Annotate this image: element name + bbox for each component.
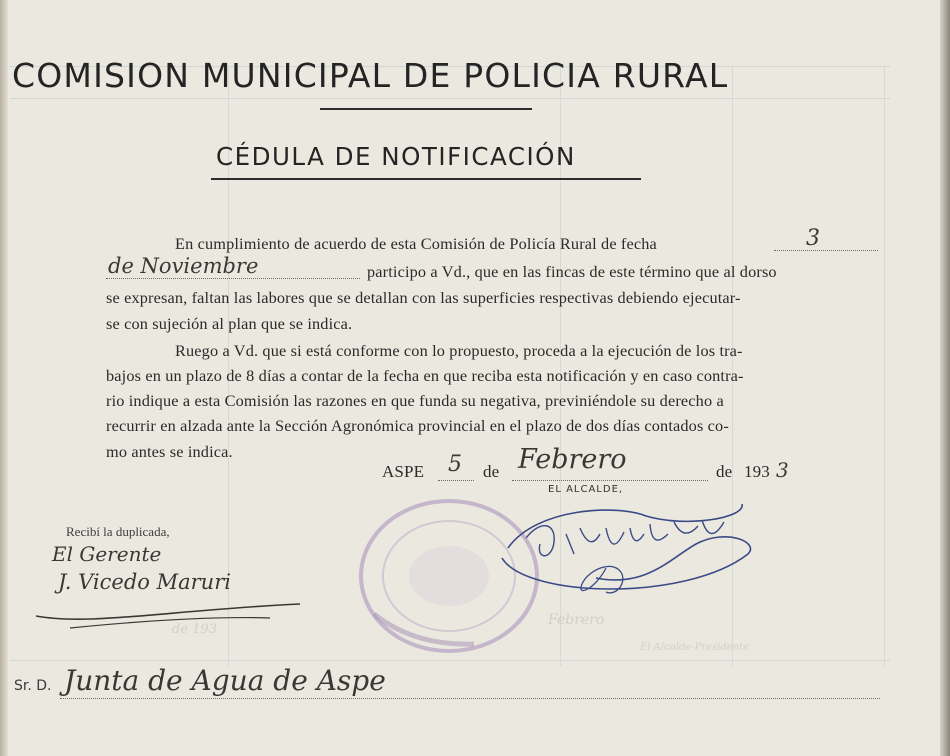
bleed-rule xyxy=(10,98,890,99)
handwritten-receipt-signature: J. Vicedo Maruri xyxy=(58,570,231,594)
receipt-signature-flourish xyxy=(30,596,310,636)
recipient-fill-line xyxy=(60,698,880,699)
body-line: rio indique a esta Comisión las razones en que funda su negativa, previniéndole su derecho a xyxy=(106,391,724,410)
date-word: de xyxy=(716,462,733,481)
form-subtitle: CÉDULA DE NOTIFICACIÓN xyxy=(216,142,576,171)
body-line: En cumplimiento de acuerdo de esta Comisión de Policía Rural de fecha xyxy=(175,234,657,253)
mayor-label: EL ALCALDE, xyxy=(548,484,624,495)
page-binding xyxy=(0,0,8,756)
body-line: mo antes se indica. xyxy=(106,442,233,461)
month-fill-line xyxy=(512,480,708,481)
handwritten-recipient-name: Junta de Agua de Aspe xyxy=(64,664,386,697)
body-line: recurrir en alzada ante la Sección Agronómica provincial en el plazo de dos días contados co- xyxy=(106,416,729,435)
handwritten-receipt-role: El Gerente xyxy=(52,542,162,566)
handwritten-day: 5 xyxy=(448,452,462,477)
date-fill-line xyxy=(774,250,878,251)
handwritten-month: Febrero xyxy=(518,444,627,475)
body-line: participo a Vd., que en las fincas de este término que al dorso xyxy=(367,262,777,281)
place-name: ASPE xyxy=(382,462,425,481)
receipt-label: Recibí la duplicada, xyxy=(66,524,170,539)
mayor-signature xyxy=(496,498,766,602)
form-title: COMISION MUNICIPAL DE POLICIA RURAL xyxy=(12,56,729,95)
day-fill-line xyxy=(438,480,474,481)
body-line: bajos en un plazo de 8 días a contar de la fecha en que reciba esta notificación y en caso contra- xyxy=(106,366,744,385)
handwritten-year-digit: 3 xyxy=(776,458,789,482)
body-line: se expresan, faltan las labores que se detallan con las superficies respectivas debiendo ejecutar- xyxy=(106,288,741,307)
date-word: de xyxy=(483,462,500,481)
body-line: Ruego a Vd. que si está conforme con lo propuesto, proceda a la ejecución de los tra- xyxy=(175,341,743,360)
body-line: se con sujeción al plan que se indica. xyxy=(106,314,353,333)
date-fill-line xyxy=(106,278,360,279)
subtitle-underline xyxy=(211,178,641,180)
handwritten-day: 3 xyxy=(806,226,820,251)
ghost-year: de 193 xyxy=(172,622,217,637)
ghost-signature-caption: El Alcalde-Presidente xyxy=(640,642,750,653)
year-prefix: 193 xyxy=(744,462,770,481)
recipient-label: Sr. D. xyxy=(14,678,52,694)
page-edge xyxy=(940,0,950,756)
title-underline xyxy=(320,108,532,110)
bleed-rule xyxy=(10,660,890,661)
handwritten-month: de Noviembre xyxy=(108,254,259,278)
ghost-month: Febrero xyxy=(548,612,605,628)
bleed-column xyxy=(884,66,885,666)
